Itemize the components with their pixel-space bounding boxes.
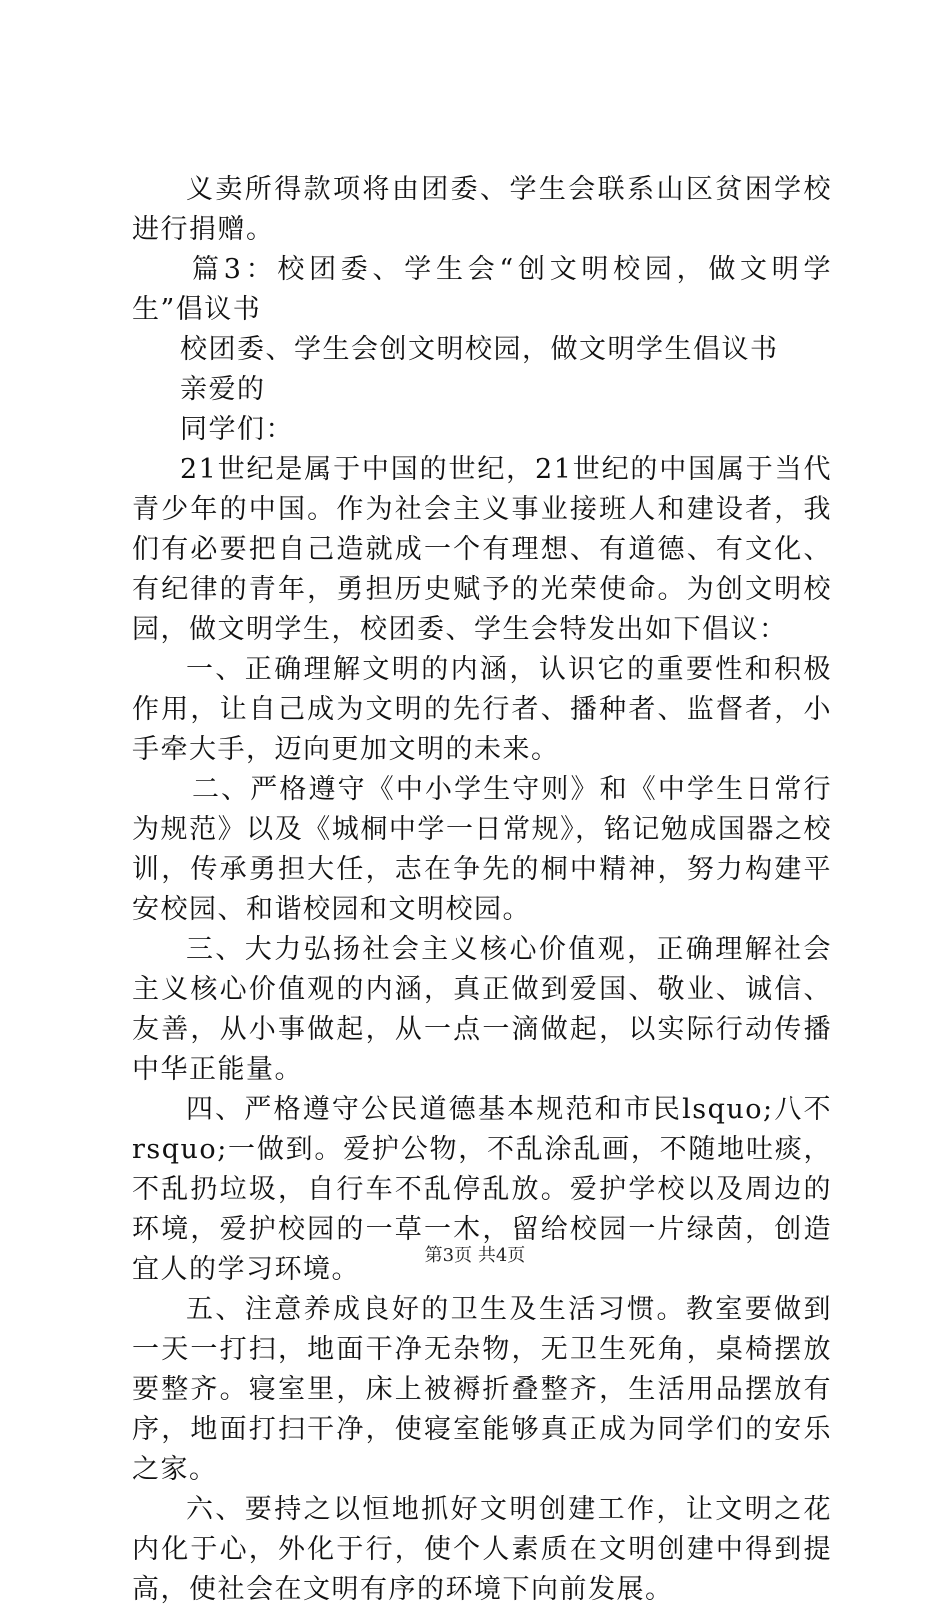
section-heading: 篇3：校团委、学生会“创文明校园，做文明学生”倡议书: [132, 254, 832, 325]
proposal-item-1: 一、正确理解文明的内涵，认识它的重要性和积极作用，让自己成为文明的先行者、播种者、监督者，小手牵大手，迈向更加文明的未来。: [132, 654, 832, 765]
proposal-item-5: 五、注意养成良好的卫生及生活习惯。教室要做到一天一打扫，地面干净无杂物，无卫生死角，桌椅摆放要整齐。寝室里，床上被褥折叠整齐，生活用品摆放有序，地面打扫干净，使寝室能够真正成为同学们的安乐之家。: [132, 1294, 832, 1485]
page-number-footer: 第3页 共4页: [424, 1245, 526, 1266]
proposal-item-3: 三、大力弘扬社会主义核心价值观，正确理解社会主义核心价值观的内涵，真正做到爱国、敬业、诚信、友善，从小事做起，从一点一滴做起，以实际行动传播中华正能量。: [132, 934, 832, 1085]
proposal-item-6: 六、要持之以恒地抓好文明创建工作，让文明之花内化于心，外化于行，使个人素质在文明创建中得到提高，使社会在文明有序的环境下向前发展。: [132, 1494, 832, 1605]
proposal-item-2: 二、严格遵守《中小学生守则》和《中学生日常行为规范》以及《城桐中学一日常规》，铭记勉成国器之校训，传承勇担大任，志在争先的桐中精神，努力构建平安校园、和谐校园和文明校园。: [132, 774, 832, 925]
salutation-line-2: 同学们：: [180, 414, 294, 445]
document-body: [132, 170, 832, 1610]
proposal-title: 校团委、学生会创文明校园，做文明学生倡议书: [180, 334, 779, 365]
salutation-line-1: 亲爱的: [180, 374, 266, 405]
paragraph-donation-note: 义卖所得款项将由团委、学生会联系山区贫困学校进行捐赠。: [132, 174, 832, 245]
proposal-item-4: 四、严格遵守公民道德基本规范和市民lsquo;八不rsquo;一做到。爱护公物，不乱涂乱画，不随地吐痰，不乱扔垃圾，自行车不乱停乱放。爱护学校以及周边的环境，爱护校园的一草一木，留给校园一片绿茵，创造宜人的学习环境。: [132, 1094, 832, 1285]
paragraph-intro: 21世纪是属于中国的世纪，21世纪的中国属于当代青少年的中国。作为社会主义事业接班人和建设者，我们有必要把自己造就成一个有理想、有道德、有文化、有纪律的青年，勇担历史赋予的光荣使命。为创文明校园，做文明学生，校团委、学生会特发出如下倡议：: [132, 454, 832, 645]
